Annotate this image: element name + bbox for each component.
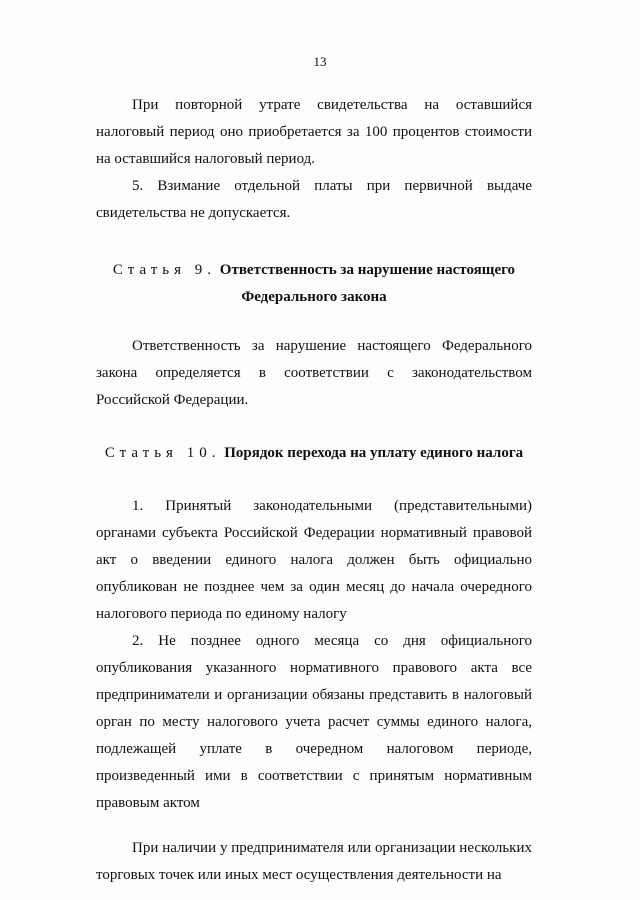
article-10-title: Порядок перехода на уплату единого налога — [224, 445, 524, 461]
article-9-text: Ответственность за нарушение настоящего Федерального закона определяется в соответствии с законодательством Российской Федерации. — [96, 338, 532, 408]
spacer — [96, 467, 532, 493]
spacer — [96, 414, 532, 440]
spacer — [96, 817, 532, 835]
article-10-item-2: 2. Не позднее одного месяца со дня официального опубликования указанного нормативного правового акта все предприниматели и организации обязаны представить в налоговый орган по месту налогового учета расчет суммы единого налога, подлежащей уплате в очередном налоговом периоде, произведенный ими в соответствии с принятым нормативным правовым актом — [96, 633, 532, 811]
article-10-label: Статья 10. — [104, 445, 221, 461]
article-9-heading — [96, 257, 532, 311]
spacer — [96, 311, 532, 333]
paragraph-item-5: 5. Взимание отдельной платы при первичной выдаче свидетельства не допускается. — [96, 178, 532, 221]
paragraph-repeat-loss: При повторной утрате свидетельства на оставшийся налоговый период оно приобретается за 100 процентов стоимости на оставшийся налоговый период. — [96, 97, 532, 167]
page-number: 13 — [313, 54, 327, 69]
document-body — [96, 92, 532, 889]
article-9-title: Ответственность за нарушение настоящего Федерального закона — [219, 262, 516, 305]
spacer — [96, 227, 532, 257]
article-10-heading — [96, 440, 532, 467]
article-10-paragraph-3: При наличии у предпринимателя или организации нескольких торговых точек или иных мест осуществления деятельности на — [96, 840, 532, 883]
article-9-label: Статья 9. — [112, 262, 217, 278]
article-10-item-1: 1. Принятый законодательными (представительными) органами субъекта Российской Федерации нормативный правовой акт о введении единого налога должен быть официально опубликован не позднее чем за один месяц до начала очередного налогового периода по единому налогу — [96, 498, 532, 622]
